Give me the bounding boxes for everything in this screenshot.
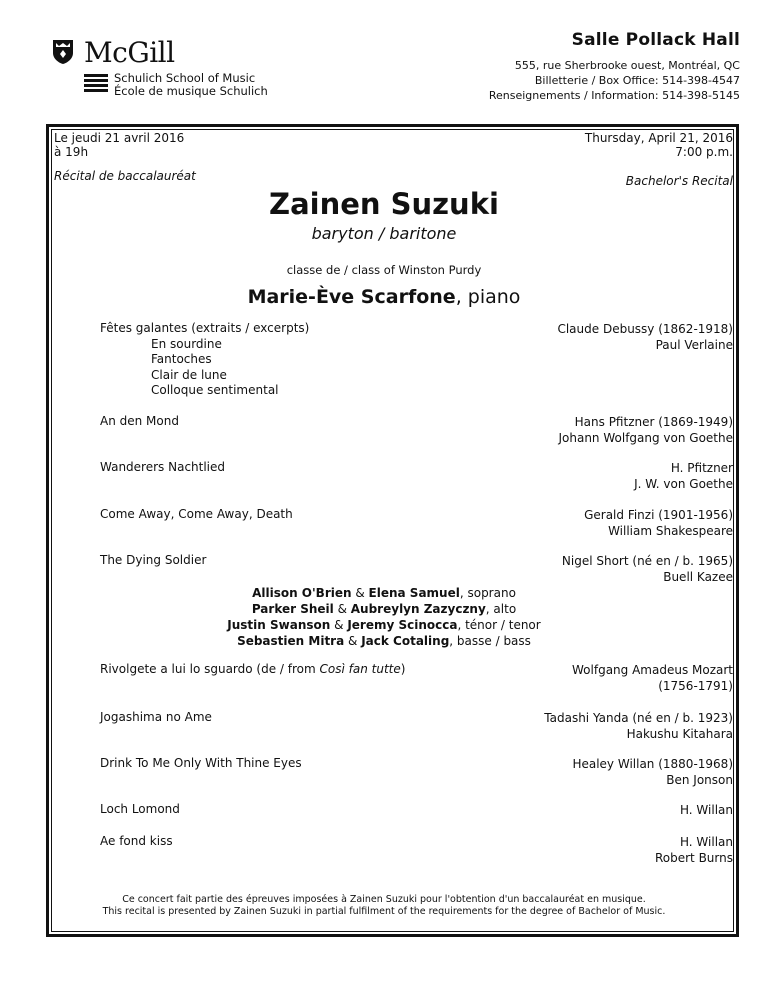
information-line: Renseignements / Information: 514-398-5145 xyxy=(488,89,740,102)
class-of: classe de / class of Winston Purdy xyxy=(286,263,482,277)
date-en xyxy=(585,131,733,159)
program-item-credits xyxy=(557,321,733,353)
composer: Tadashi Yanda (né en / b. 1923) xyxy=(544,711,733,725)
composer: H. Willan xyxy=(679,803,733,817)
composer: Gerald Finzi (1901-1956) xyxy=(584,508,733,522)
box-office: Billetterie / Box Office: 514-398-4547 xyxy=(534,74,740,87)
recital-type-fr: Récital de baccalauréat xyxy=(54,169,196,183)
venue-address: 555, rue Sherbrooke ouest, Montréal, QC xyxy=(514,59,740,72)
piece-title: Fêtes galantes (extraits / excerpts) xyxy=(100,321,310,335)
footer-note xyxy=(0,894,768,918)
venue-info xyxy=(489,30,740,103)
pianist xyxy=(0,286,768,308)
program-item-credits xyxy=(634,460,733,492)
chorus-list xyxy=(0,585,768,649)
poet: Buell Kazee xyxy=(663,570,733,584)
piece-title: Drink To Me Only With Thine Eyes xyxy=(100,756,302,770)
chorus-alto: Parker Sheil & Aubreylyn Zazyczny, alto xyxy=(251,602,517,616)
time-en-text: 7:00 p.m. xyxy=(675,145,733,159)
school-name-en: Schulich School of Music xyxy=(114,71,256,85)
time-fr-text: à 19h xyxy=(54,145,89,159)
movement-title: Clair de lune xyxy=(151,367,227,382)
program-item-credits xyxy=(562,553,733,585)
program-item-credits xyxy=(584,507,733,539)
recital-type-en: Bachelor's Recital xyxy=(625,174,733,188)
chorus-bass: Sebastien Mitra & Jack Cotaling, basse / bass xyxy=(237,634,531,648)
program-item-title xyxy=(100,321,309,399)
program-item-credits xyxy=(572,756,733,788)
schulich-mark-icon xyxy=(84,74,108,96)
piece-title: Wanderers Nachtlied xyxy=(100,460,226,474)
poet: J. W. von Goethe xyxy=(634,477,733,491)
footer-note-en: This recital is presented by Zainen Suzuki in partial fulfilment of the requirements for the degree of Bachelor of Music. xyxy=(102,906,666,917)
poet: Johann Wolfgang von Goethe xyxy=(558,431,733,445)
pianist-name: Marie-Ève Scarfone xyxy=(247,286,456,308)
footer-note-fr: Ce concert fait partie des épreuves imposées à Zainen Suzuki pour l'obtention d'un baccalauréat en musique. xyxy=(122,894,646,905)
composer: Hans Pfitzner (1869-1949) xyxy=(574,415,733,429)
date-en-text: Thursday, April 21, 2016 xyxy=(584,131,733,145)
program-item-credits xyxy=(655,834,733,866)
composer-dates: (1756-1791) xyxy=(658,679,733,693)
pianist-instrument: , piano xyxy=(455,286,521,308)
chorus-soprano: Allison O'Brien & Elena Samuel, soprano xyxy=(252,586,516,600)
composer: Nigel Short (né en / b. 1965) xyxy=(561,554,733,568)
voice-type: baryton / baritone xyxy=(311,224,457,243)
poet: Paul Verlaine xyxy=(655,338,733,352)
movement-title: En sourdine xyxy=(151,336,222,351)
school-name-fr: École de musique Schulich xyxy=(114,84,268,98)
composer: Healey Willan (1880-1968) xyxy=(572,757,733,771)
piece-title: Rivolgete a lui lo sguardo (de / from Così fan tutte) xyxy=(100,662,406,676)
school-name xyxy=(114,72,268,98)
date-fr-text: Le jeudi 21 avril 2016 xyxy=(54,131,185,145)
piece-title: Jogashima no Ame xyxy=(100,710,212,724)
program-item-credits xyxy=(544,710,733,742)
composer: Claude Debussy (1862-1918) xyxy=(557,322,733,336)
brand-name: McGill xyxy=(84,36,175,69)
piece-title: An den Mond xyxy=(100,414,179,428)
piece-title: Ae fond kiss xyxy=(100,834,173,848)
chorus-tenor: Justin Swanson & Jeremy Scinocca, ténor / tenor xyxy=(227,618,541,632)
program-item-credits xyxy=(558,414,733,446)
poet: Hakushu Kitahara xyxy=(626,727,733,741)
mcgill-shield-icon xyxy=(52,39,74,65)
mcgill-logo xyxy=(52,36,282,106)
date-fr xyxy=(54,131,184,159)
composer: H. Willan xyxy=(679,835,733,849)
composer: Wolfgang Amadeus Mozart xyxy=(572,663,733,677)
movement-title: Colloque sentimental xyxy=(151,383,279,397)
venue-title: Salle Pollack Hall xyxy=(571,30,740,50)
piece-title: Loch Lomond xyxy=(100,802,180,816)
program-item-credits xyxy=(572,662,733,694)
composer: H. Pfitzner xyxy=(670,461,733,475)
poet: Ben Jonson xyxy=(666,773,733,787)
movement-title: Fantoches xyxy=(151,352,212,366)
piece-title: Come Away, Come Away, Death xyxy=(100,507,293,521)
poet: William Shakespeare xyxy=(608,524,733,538)
performer-name: Zainen Suzuki xyxy=(269,187,499,221)
poet: Robert Burns xyxy=(654,851,733,865)
piece-title: The Dying Soldier xyxy=(100,553,207,567)
